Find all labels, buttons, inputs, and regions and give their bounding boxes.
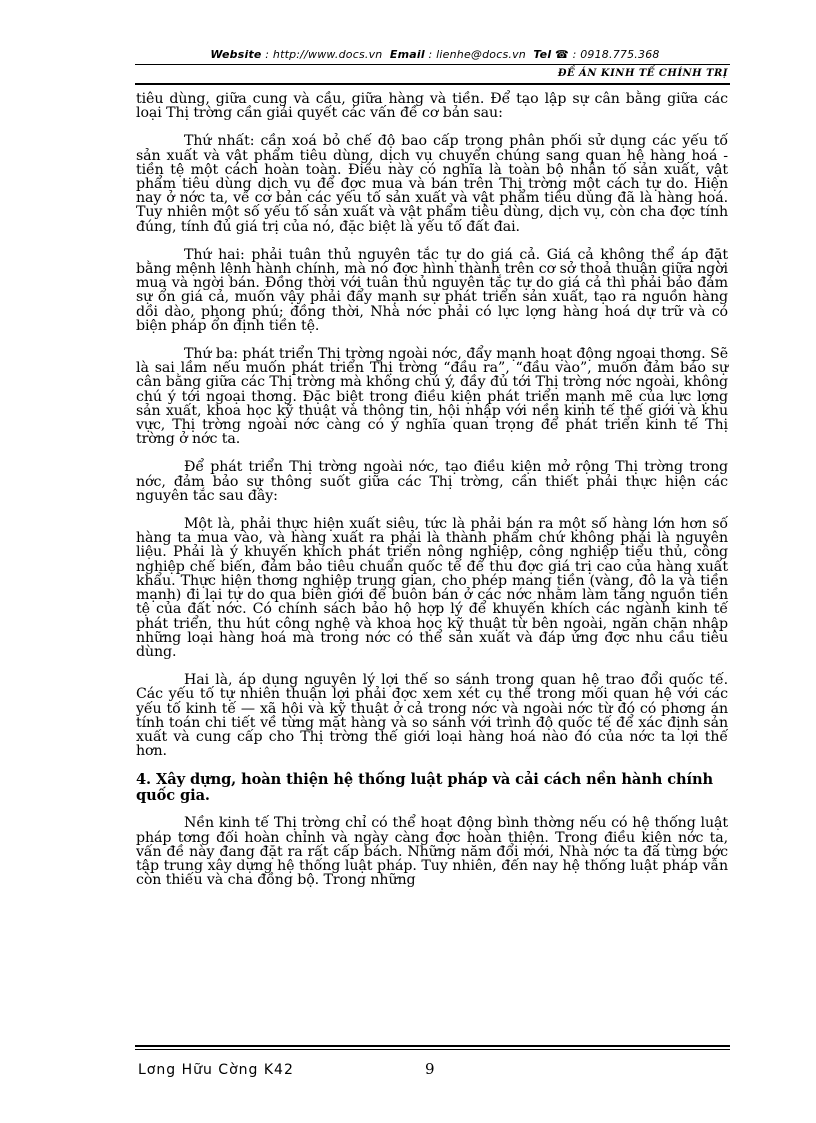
footer-divider (135, 1049, 730, 1050)
paragraph-2: Thứ nhất: cần xoá bỏ chế độ bao cấp trong phân phối sử dụng các yếu tố sản xuất và vật phẩm tiêu dùng, dịch vụ chuyển chúng sang quan hệ hàng hoá - tiền tệ một cách hoàn toàn. Điều này có nghĩa là toàn bộ nhân tố sản xuất, vật phẩm tiêu dùng dịch vụ để đợc mua và bán trên Thị trờng một cách tự do. Hiện nay ở nớc ta, về cơ bản các yếu tố sản xuất và vật phẩm tiêu dùng đã là hàng hoá. Tuy nhiên một số yếu tố sản xuất và vật phẩm tiêu dùng, dịch vụ, còn cha đợc tính đúng, tính đủ giá trị của nó, đặc biệt là yếu tố đất đai. (136, 133, 728, 235)
footer-author: Lơng Hữu Cờng K42 (138, 1062, 294, 1078)
tel-label: Tel (533, 48, 552, 61)
website-label: Website (210, 48, 262, 61)
email-label: Email (389, 48, 425, 61)
email-value: : lienhe@docs.vn (428, 48, 526, 61)
paragraph-3: Thứ hai: phải tuân thủ nguyên tắc tự do giá cả. Giá cả không thể áp đặt bằng mệnh lệnh hành chính, mà nó đợc hình thành trên cơ sở thoả thuận giữa ngời mua và ngời bán. Đồng thời với tuân thủ nguyên tắc tự do giá cả thì phải bảo đảm sự ổn giá cả, muốn vậy phải đẩy mạnh sự phát triển sản xuất, tạo ra nguồn hàng dồi dào, phong phú; đồng thời, Nhà nớc phải có lực lợng hàng hoá dự trữ và có biện pháp ổn định tiền tệ. (136, 246, 728, 334)
footer-divider-thick (135, 1045, 730, 1047)
paragraph-4: Thứ ba: phát triển Thị trờng ngoài nớc, đẩy mạnh hoạt động ngoại thơng. Sẽ là sai lầm nếu muốn phát triển Thị trờng “đầu ra”, “đầu vào”, muốn đảm bảo sự cân bằng giữa các Thị trờng mà không chú ý, đầy đủ tới Thị trờng nớc ngoài, không chú ý tới ngoại thơng. Đặc biệt trong điều kiện phát triển mạnh mẽ của lực lợng sản xuất, khoa học kỹ thuật và thông tin, hội nhập với nền kinh tế thế giới và khu vực, Thị trờng ngoài nớc càng có ý nghĩa quan trọng để phát triển kinh tế Thị trờng ở nớc ta. (136, 346, 728, 448)
paragraph-8: Nền kinh tế Thị trờng chỉ có thể hoạt động bình thờng nếu có hệ thống luật pháp tơng đối hoàn chỉnh và ngày càng đợc hoàn thiện. Trong điều kiện nớc ta, vấn đề này đang đặt ra rất cấp bách. Những năm đổi mới, Nhà nớc ta đã từng bớc tập trung xây dựng hệ thống luật pháp. Tuy nhiên, đến nay hệ thống luật pháp vẫn còn thiếu và cha đồng bộ. Trong những (136, 815, 728, 889)
paragraph-5: Để phát triển Thị trờng ngoài nớc, tạo điều kiện mở rộng Thị trờng trong nớc, đảm bảo sự thông suốt giữa các Thị trờng, cần thiết phải thực hiện các nguyên tắc sau đây: (136, 459, 728, 504)
header-divider-thick (135, 83, 730, 85)
paragraph-1: tiêu dùng, giữa cung và cầu, giữa hàng và tiền. Để tạo lập sự cân bằng giữa các loại Thị trờng cần giải quyết các vấn đề cơ bản sau: (136, 91, 728, 122)
page-header (140, 48, 730, 61)
header-divider (135, 64, 730, 65)
section-heading: 4. Xây dựng, hoàn thiện hệ thống luật pháp và cải cách nền hành chính quốc gia. (136, 771, 713, 805)
paragraph-7: Hai là, áp dụng nguyên lý lợi thế so sánh trong quan hệ trao đổi quốc tế. Các yếu tố tự nhiên thuận lợi phải đợc xem xét cụ thể trong mối quan hệ với các yếu tố kinh tế — xã hội và kỹ thuật ở cả trong nớc và ngoài nớc từ đó có phơng án tính toán chi tiết về từng mặt hàng và so sánh với trình độ quốc tế để xác định sản xuất và cung cấp cho Thị trờng thế giới loại hàng hoá nào đó của nớc ta lợi thế hơn. (136, 672, 728, 760)
website-value: : http://www.docs.vn (265, 48, 383, 61)
tel-value: ☎ : 0918.775.368 (555, 48, 660, 61)
document-body (136, 92, 728, 901)
page-number: 9 (425, 1060, 435, 1078)
document-title: ĐỀ ÁN KINH TẾ CHÍNH TRỊ (557, 68, 728, 79)
paragraph-6: Một là, phải thực hiện xuất siêu, tức là phải bán ra một số hàng lớn hơn số hàng ta mua vào, và hàng xuất ra phải là thành phẩm chứ không phải là nguyên liệu. Phải là ý khuyến khích phát triển nông nghiệp, công nghiệp tiểu thủ, công nghiệp chế biến, đảm bảo tiêu chuẩn quốc tế để thu đợc giá trị cao của hàng xuất khẩu. Thực hiện thơng nghiệp trung gian, cho phép mang tiền (vàng, đô la và tiền mạnh) đi lại tự do qua biên giới để buôn bán ở các nớc nhằm làm tăng nguồn tiền tệ của đất nớc. Có chính sách bảo hộ hợp lý để khuyến khích các ngành kinh tế phát triển, thu hút công nghệ và khoa học kỹ thuật từ bên ngoài, ngăn chặn nhập những loại hàng hoá mà trong nớc có thể sản xuất và đáp ứng đợc nhu cầu tiêu dùng. (136, 516, 728, 660)
